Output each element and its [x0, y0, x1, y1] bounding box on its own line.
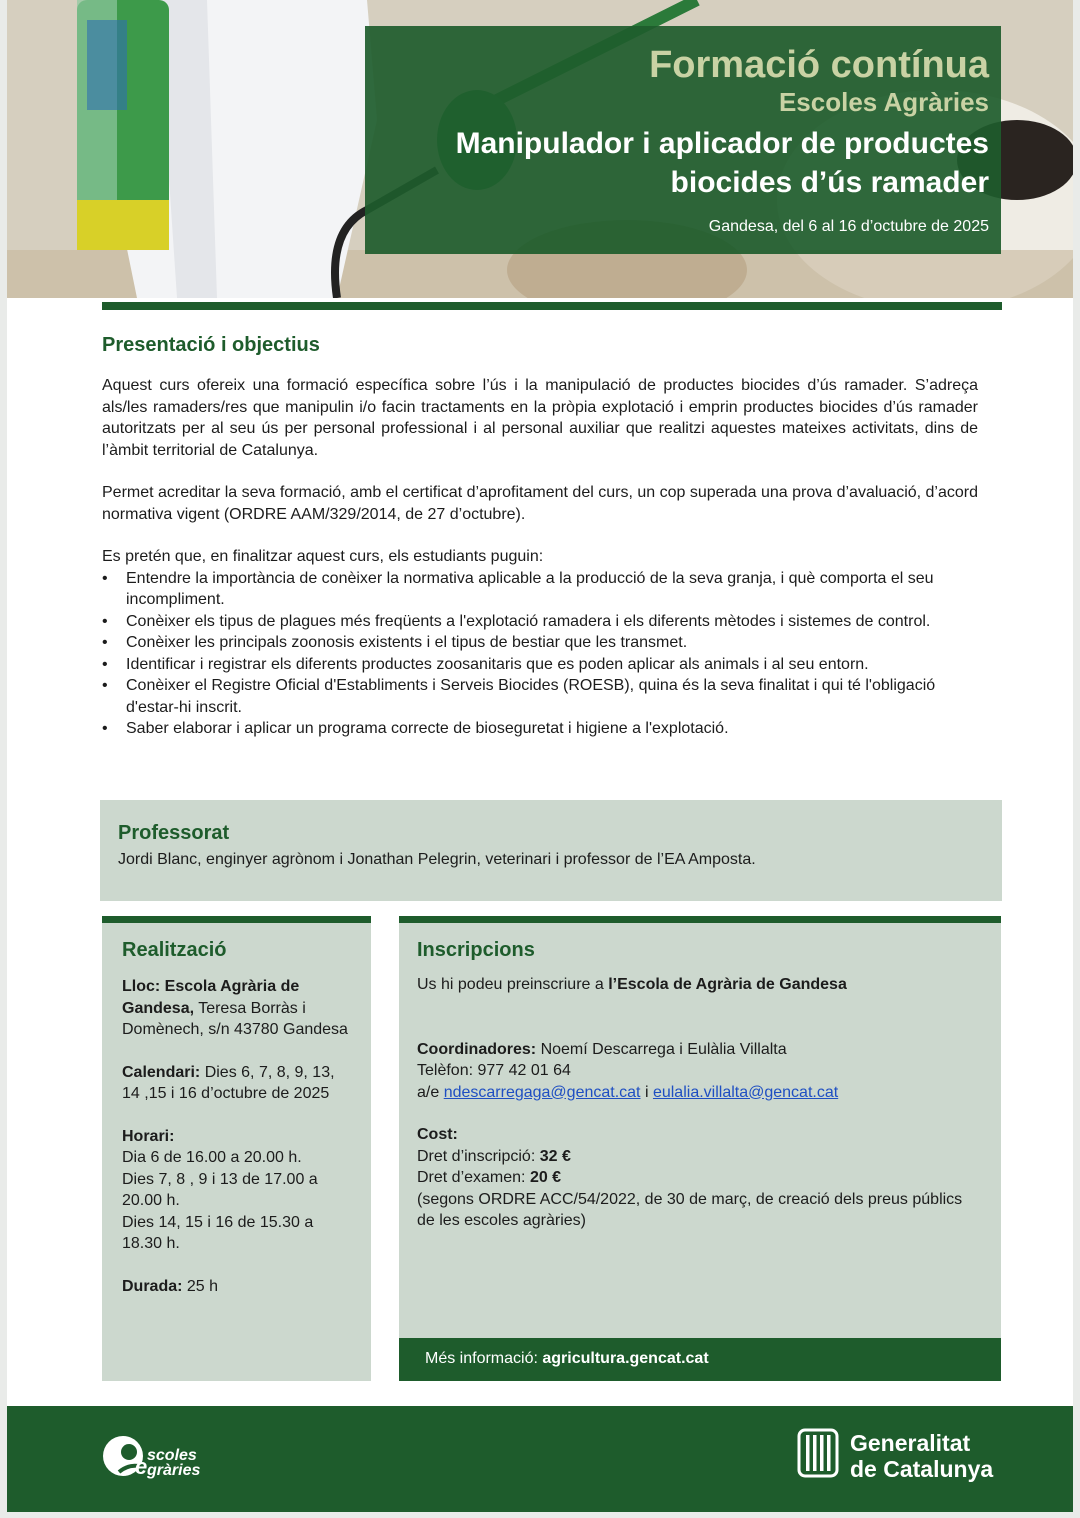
list-item — [102, 632, 978, 654]
fee-note: (segons ORDRE ACC/54/2022, de 30 de març, de creació dels preus públics de les escoles agràries) — [417, 1190, 963, 1229]
generalitat-logo — [797, 1428, 1007, 1488]
flyer-page — [7, 0, 1073, 1512]
more-info-bar — [399, 1338, 1001, 1381]
bullet: • — [102, 569, 108, 587]
list-item — [102, 654, 978, 676]
email-separator: i — [640, 1083, 653, 1101]
fee-value: 20 € — [529, 1169, 562, 1186]
course-title — [365, 124, 989, 202]
section-heading: Presentació i objectius — [102, 334, 320, 356]
teachers-text: Jordi Blanc, enginyer agrònom i Jonathan Pelegrin, veterinari i professor de l’EA Amposta. — [118, 851, 756, 868]
course-date: Gandesa, del 6 al 16 d’octubre de 2025 — [708, 218, 989, 235]
list-item — [102, 611, 978, 633]
ea-line1: scoles — [147, 1447, 197, 1464]
divider-bar — [102, 302, 1002, 310]
registration-panel — [399, 916, 1001, 1381]
venue-calendar — [122, 1062, 351, 1105]
fee-label: Dret d’examen: — [417, 1169, 530, 1186]
list-item-text: Entendre la importància de conèixer la normativa aplicable a la producció de la seva granja, i què comporta el seu incompliment. — [126, 569, 934, 608]
location-value: Teresa Borràs i Domènech, s/n 43780 Gandesa — [122, 999, 348, 1038]
bullet: • — [102, 720, 108, 737]
venue-schedule — [122, 1126, 351, 1255]
emails — [417, 1082, 983, 1104]
phone: Telèfon: 977 42 01 64 — [417, 1062, 571, 1079]
registration-intro-text: Us hi podeu preinscriure a — [417, 976, 609, 993]
calendar-value: Dies 6, 7, 8, 9, 13, 14 ,15 i 16 d’octubre de 2025 — [122, 1063, 335, 1102]
fee-registration — [417, 1146, 983, 1168]
schedule-line: Dies 7, 8 , 9 i 13 de 17.00 a 20.00 h. — [122, 1170, 318, 1209]
hero-title-box — [365, 26, 1001, 254]
duration-value: 25 h — [182, 1277, 219, 1295]
footer — [7, 1406, 1073, 1512]
list-item — [102, 568, 978, 611]
list-item-text: Conèixer el Registre Oficial d'Establiments i Serveis Biocides (ROESB), quina és la seva finalitat i qui té l'obligació d'estar-hi inscrit. — [126, 677, 936, 716]
presentation-paragraph-2: Permet acreditar la seva formació, amb el certificat d’aprofitament del curs, un cop superada una prova d’avaluació, d’acord normativa vigent (ORDRE AAM/329/2014, de 27 d’octubre). — [102, 484, 979, 523]
gen-line1: Generalitat — [850, 1430, 971, 1456]
hero-banner — [7, 0, 1073, 298]
hero-title: Formació contínua — [649, 44, 989, 86]
course-title-line2: biocides d’ús ramader — [670, 166, 989, 199]
goals-intro: Es pretén que, en finalitzar aquest curs, els estudiants puguin: — [102, 548, 544, 565]
registration-school: l’Escola de Agrària de Gandesa — [608, 976, 847, 993]
generalitat-wordmark — [850, 1430, 993, 1482]
escoles-agraries-icon — [101, 1428, 151, 1488]
more-info-link[interactable]: agricultura.gencat.cat — [542, 1350, 709, 1367]
gen-line2: de Catalunya — [850, 1456, 994, 1482]
section-heading: Professorat — [118, 822, 230, 844]
list-item-text: Conèixer els tipus de plagues més freqüents a l'explotació ramadera i els diferents mètodes i sistemes de control. — [126, 612, 931, 630]
list-item-text: Conèixer les principals zoonosis existents i el tipus de bestiar que les transmet. — [126, 634, 688, 651]
more-info-label: Més informació: — [425, 1350, 543, 1367]
fee-exam — [417, 1167, 983, 1189]
cost-label: Cost: — [417, 1126, 458, 1143]
goals-list — [102, 568, 978, 740]
email-link-2[interactable]: eulalia.villalta@gencat.cat — [652, 1083, 839, 1101]
presentation-section — [102, 334, 978, 740]
escoles-agraries-logo — [101, 1428, 211, 1488]
section-heading: Realització — [122, 939, 227, 961]
duration-label: Durada: — [122, 1277, 183, 1295]
venue-duration — [122, 1276, 351, 1298]
teachers-panel — [100, 800, 1002, 901]
fee-value: 32 € — [539, 1147, 571, 1165]
svg-text:e: e — [135, 1454, 148, 1479]
presentation-paragraph-1: Aquest curs ofereix una formació específica sobre l’ús i la manipulació de productes biocides d’ús ramader. S’adreça als/les ramaders/res que manipulin i/o facin tractaments en la pròpia explotació i emprin productes biocides d’ús ramader autoritzats per al seu ús per personal professional i al personal auxiliar que realitzi aquestes mateixes activitats, dins de l’àmbit territorial de Catalunya. — [102, 377, 978, 459]
generalitat-emblem-icon — [797, 1428, 841, 1480]
calendar-label: Calendari: — [122, 1063, 201, 1081]
section-heading: Inscripcions — [417, 939, 535, 961]
schedule-line: Dies 14, 15 i 16 de 15.30 a 18.30 h. — [122, 1213, 314, 1252]
ea-line2: gràries — [147, 1462, 201, 1479]
schedule-label: Horari: — [122, 1127, 175, 1145]
email-prefix: a/e — [417, 1083, 444, 1101]
coordinators-value: Noemí Descarrega i Eulàlia Villalta — [536, 1040, 787, 1058]
list-item — [102, 718, 978, 740]
bullet: • — [102, 634, 108, 651]
bullet: • — [102, 612, 108, 630]
venue-location — [122, 976, 351, 1041]
email-link-1[interactable]: ndescarregaga@gencat.cat — [443, 1083, 641, 1101]
fee-label: Dret d’inscripció: — [417, 1147, 540, 1165]
cost-heading — [417, 1124, 983, 1146]
escoles-agraries-wordmark — [147, 1448, 200, 1478]
list-item-text: Saber elaborar i aplicar un programa correcte de bioseguretat i higiene a l'explotació. — [126, 720, 729, 737]
list-item — [102, 675, 978, 718]
registration-intro — [417, 974, 983, 996]
location-label: Lloc: Escola Agrària de Gandesa, — [122, 978, 300, 1017]
hero-subtitle: Escoles Agràries — [778, 87, 989, 117]
coordinators-label: Coordinadores: — [417, 1040, 537, 1058]
coordinators — [417, 1039, 983, 1061]
schedule-line: Dia 6 de 16.00 a 20.00 h. — [122, 1149, 302, 1166]
list-item-text: Identificar i registrar els diferents productes zoosanitaris que es poden aplicar als animals i al seu entorn. — [126, 655, 869, 673]
venue-panel — [102, 916, 371, 1381]
course-title-line1: Manipulador i aplicador de productes — [455, 127, 989, 160]
bullet: • — [102, 677, 108, 694]
bullet: • — [102, 655, 108, 673]
